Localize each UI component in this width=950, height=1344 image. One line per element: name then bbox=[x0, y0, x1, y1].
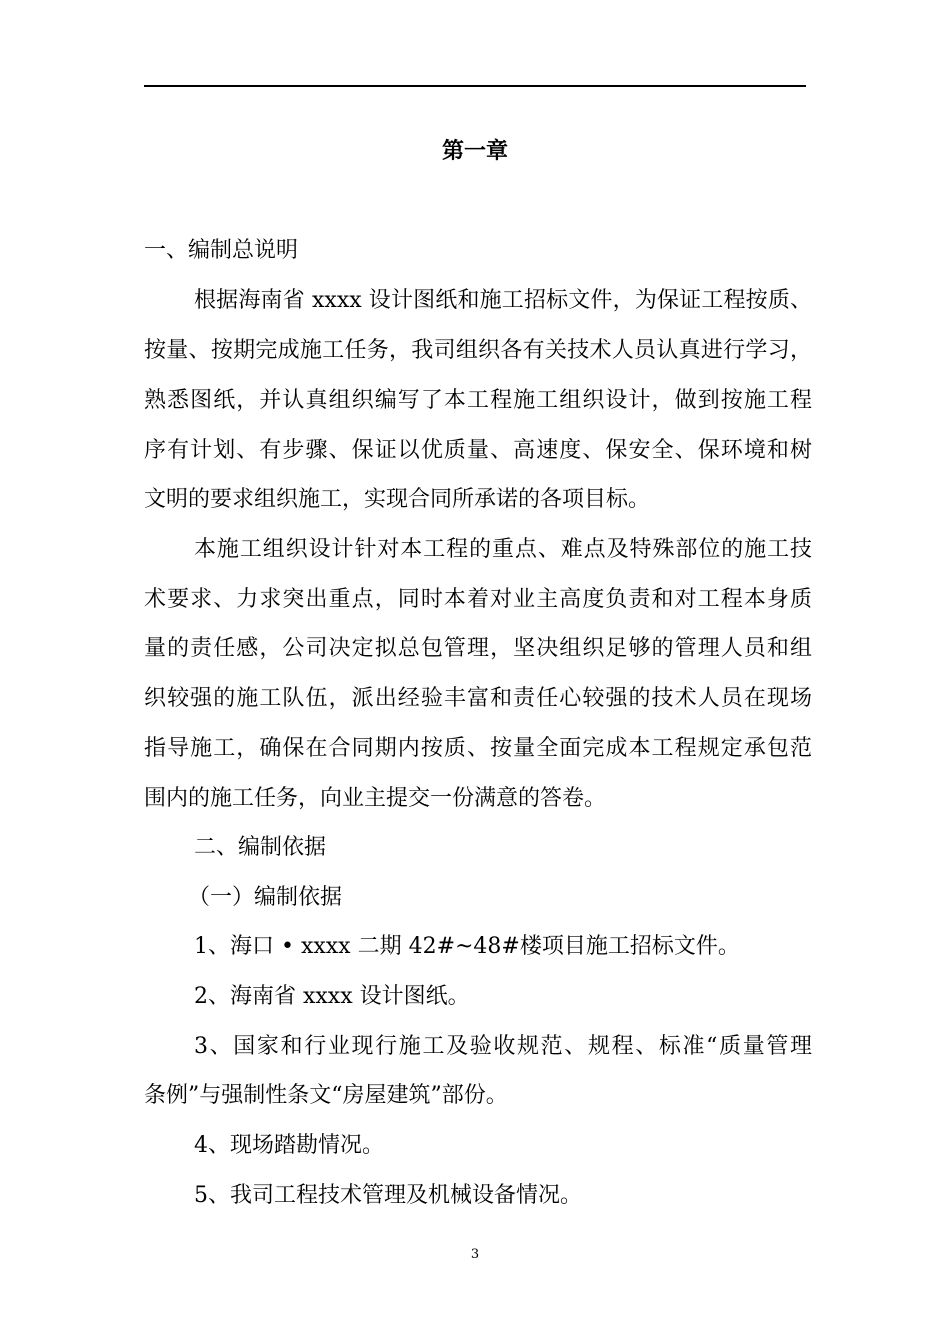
para1-line-5: 文明的要求组织施工，实现合同所承诺的各项目标。 bbox=[144, 487, 651, 512]
chapter-title: 第一章 bbox=[441, 139, 508, 164]
header-rule bbox=[144, 85, 806, 87]
para2-line-2: 术要求、力求突出重点，同时本着对业主高度负责和对工程本身质 bbox=[144, 587, 812, 612]
list-item-5: 5、我司工程技术管理及机械设备情况。 bbox=[194, 1183, 582, 1208]
para1-line-1: 根据海南省 xxxx 设计图纸和施工招标文件，为保证工程按质、 bbox=[194, 288, 812, 313]
section-heading-1: 一、编制总说明 bbox=[144, 238, 299, 263]
para2-line-6: 围内的施工任务，向业主提交一份满意的答卷。 bbox=[144, 786, 607, 811]
para2-line-3: 量的责任感，公司决定拟总包管理，坚决组织足够的管理人员和组 bbox=[144, 636, 812, 661]
list-item-4: 4、现场踏勘情况。 bbox=[194, 1133, 384, 1158]
para1-line-2: 按量、按期完成施工任务，我司组织各有关技术人员认真进行学习， bbox=[144, 338, 812, 363]
para2-line-1: 本施工组织设计针对本工程的重点、难点及特殊部位的施工技 bbox=[194, 537, 812, 562]
page-number: 3 bbox=[470, 1247, 480, 1262]
subsection-heading: （一）编制依据 bbox=[188, 885, 343, 910]
section-heading-2: 二、编制依据 bbox=[194, 835, 327, 860]
list-item-1: 1、海口 • xxxx 二期 42#~48#楼项目施工招标文件。 bbox=[194, 934, 740, 959]
list-item-2: 2、海南省 xxxx 设计图纸。 bbox=[194, 984, 470, 1009]
list-item-3-line-1: 3、国家和行业现行施工及验收规范、规程、标准“质量管理 bbox=[194, 1034, 812, 1059]
para1-line-4: 序有计划、有步骤、保证以优质量、高速度、保安全、保环境和树 bbox=[144, 438, 812, 463]
para2-line-4: 织较强的施工队伍，派出经验丰富和责任心较强的技术人员在现场 bbox=[144, 686, 812, 711]
para1-line-3: 熟悉图纸，并认真组织编写了本工程施工组织设计，做到按施工程 bbox=[144, 388, 812, 413]
list-item-3-line-2: 条例”与强制性条文“房屋建筑”部份。 bbox=[144, 1083, 508, 1108]
para2-line-5: 指导施工，确保在合同期内按质、按量全面完成本工程规定承包范 bbox=[144, 736, 812, 761]
